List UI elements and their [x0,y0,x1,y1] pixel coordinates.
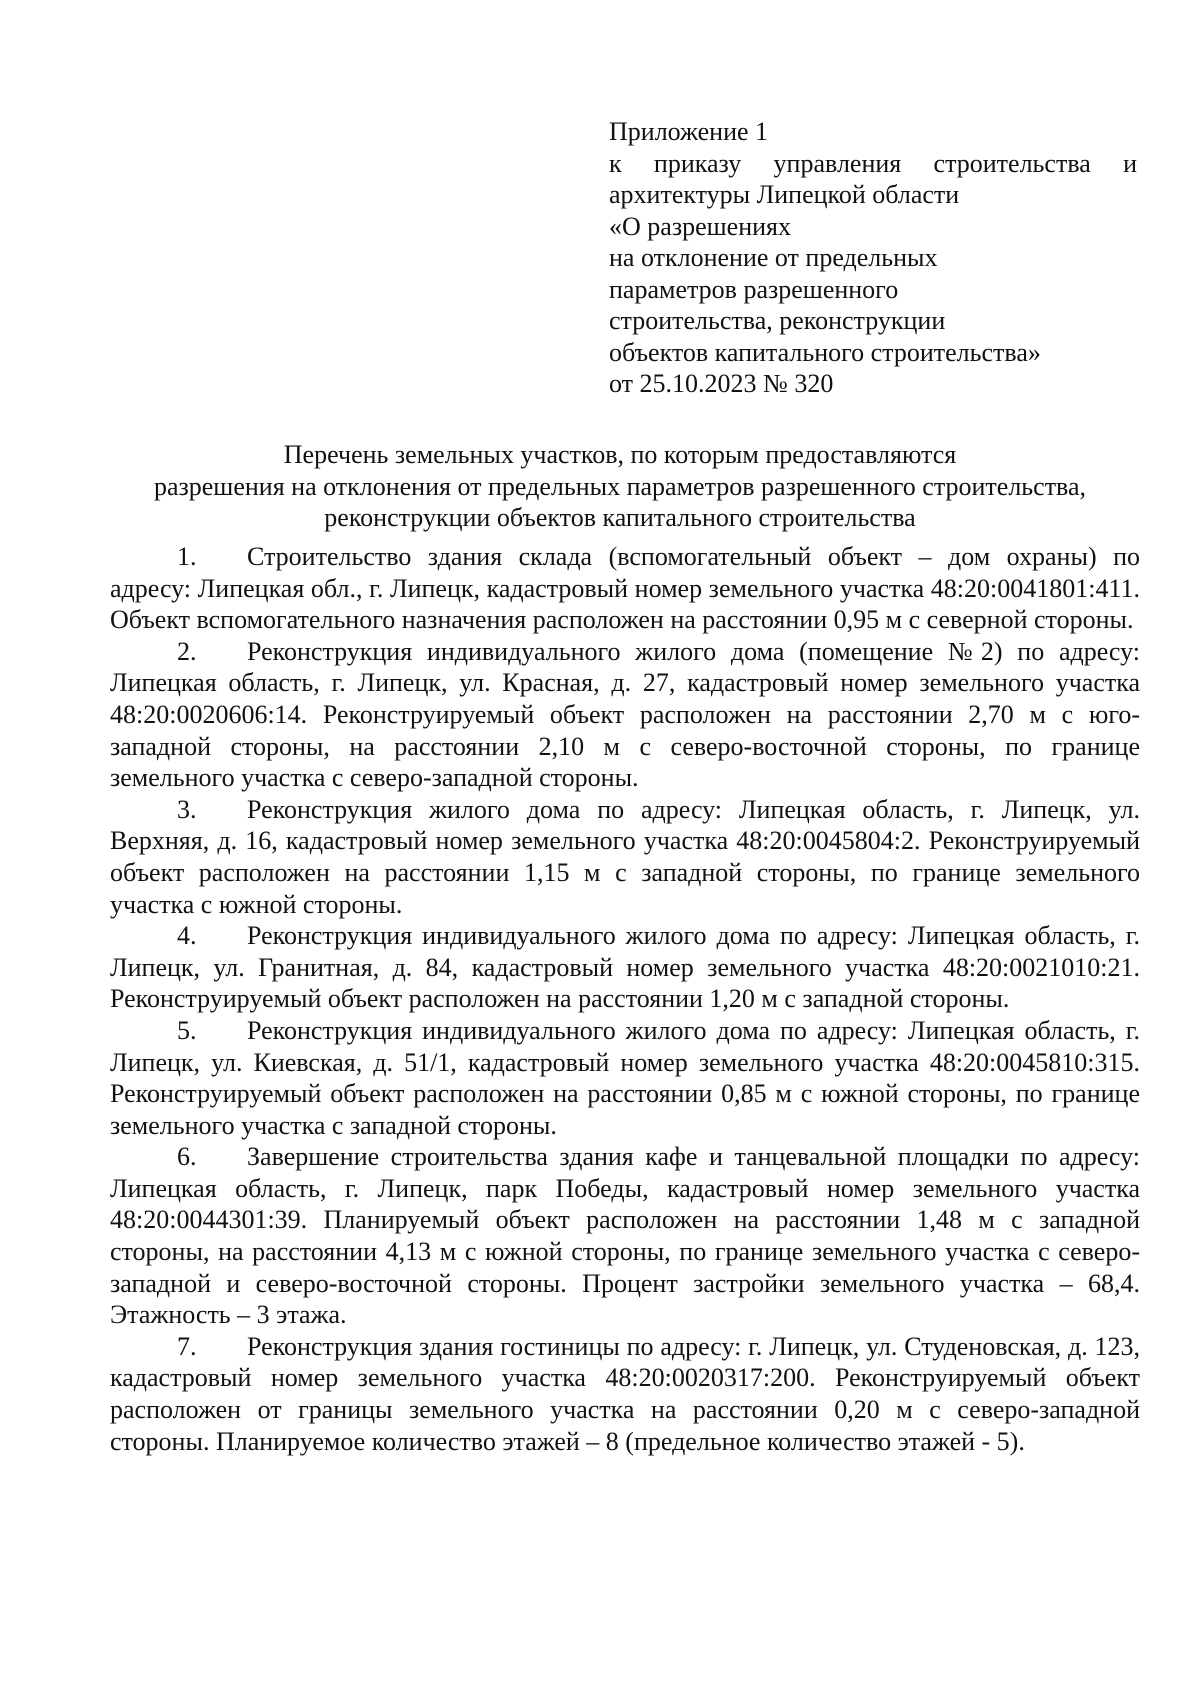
list-item [110,794,1140,920]
appendix-line: от 25.10.2023 № 320 [609,369,834,398]
list-item [110,920,1140,1015]
appendix-line: архитектуры Липецкой области [609,180,960,209]
item-number: 5. [177,1015,197,1045]
appendix-line: Приложение 1 [609,117,769,146]
title-line: реконструкции объектов капитального строительства [324,503,916,532]
item-number: 3. [177,794,197,824]
appendix-line: на отклонение от предельных [609,243,938,272]
item-text: Реконструкция жилого дома по адресу: Липецкая область, г. Липецк, ул. Верхняя, д. 16, кадастровый номер земельного участка 48:20:0045804:2. Реконструируемый объект расположен на расстоянии 1,15 м с западной стороны, по границе земельного участка с южной стороны. [110,794,1140,919]
item-number: 6. [177,1142,197,1172]
appendix-line: параметров разрешенного [609,274,899,304]
title-line: Перечень земельных участков, по которым предоставляются [283,440,957,469]
item-text: Реконструкция индивидуального жилого дома (помещение №2) по адресу: Липецкая область, г. Липецк, ул. Красная, д. 27, кадастровый номер земельного участка 48:20:0020606:14. Реконструируемый объект расположен на расстоянии 2,70 м с юго-западной стороны, на расстоянии 2,10 м с северо-восточной стороны, по границе земельного участка с северо-западной стороны. [110,636,1140,793]
items-list [110,541,1140,1457]
item-number: 2. [177,636,197,666]
appendix-header [609,116,1137,400]
item-text: Реконструкция здания гостиницы по адресу: г. Липецк, ул. Студеновская, д. 123, кадастровый номер земельного участка 48:20:0020317:200. Реконструируемый объект расположен от границы земельного участка на расстоянии 0,20 м с северо-западной стороны. Планируемое количество этажей – 8 (предельное количество этажей - 5). [110,1331,1140,1456]
list-item [110,1015,1140,1141]
document-title [100,439,1140,534]
appendix-line: строительства, реконструкции [609,306,946,335]
list-item [110,636,1140,794]
appendix-line: «О разрешениях [609,211,791,241]
list-item [110,1331,1140,1457]
item-number: 4. [177,921,197,951]
item-number: 1. [177,542,197,571]
item-text: Завершение строительства здания кафе и танцевальной площадки по адресу: Липецкая область, г. Липецк, парк Победы, кадастровый номер земельного участка 48:20:0044301:39. Планируемый объект расположен на расстоянии 1,48 м с западной стороны, на расстоянии 4,13 м с южной стороны, по границе земельного участка с северо-западной и северо-восточной стороны. Процент застройки земельного участка – 68,4. Этажность – 3 этажа. [110,1142,1140,1330]
item-text: Строительство здания склада (вспомогательный объект – дом охраны) по адресу: Липецкая обл., г. Липецк, кадастровый номер земельного участка 48:20:0041801:411. Объект вспомогательного назначения расположен на расстоянии 0,95 м с северной стороны. [110,542,1140,635]
title-line: разрешения на отклонения от предельных параметров разрешенного строительства, [153,471,1087,501]
list-item [110,541,1140,636]
item-text: Реконструкция индивидуального жилого дома по адресу: Липецкая область, г. Липецк, ул. Киевская, д. 51/1, кадастровый номер земельного участка 48:20:0045810:315. Реконструируемый объект расположен на расстоянии 0,85 м с южной стороны, по границе земельного участка с западной стороны. [110,1015,1140,1140]
list-item [110,1141,1140,1331]
item-number: 7. [177,1331,197,1361]
appendix-line: объектов капитального строительства» [609,337,1041,367]
appendix-line: к приказу управления строительства и [609,148,1137,178]
item-text: Реконструкция индивидуального жилого дома по адресу: Липецкая область, г. Липецк, ул. Гранитная, д. 84, кадастровый номер земельного участка 48:20:0021010:21. Реконструируемый объект расположен на расстоянии 1,20 м с западной стороны. [110,921,1140,1014]
